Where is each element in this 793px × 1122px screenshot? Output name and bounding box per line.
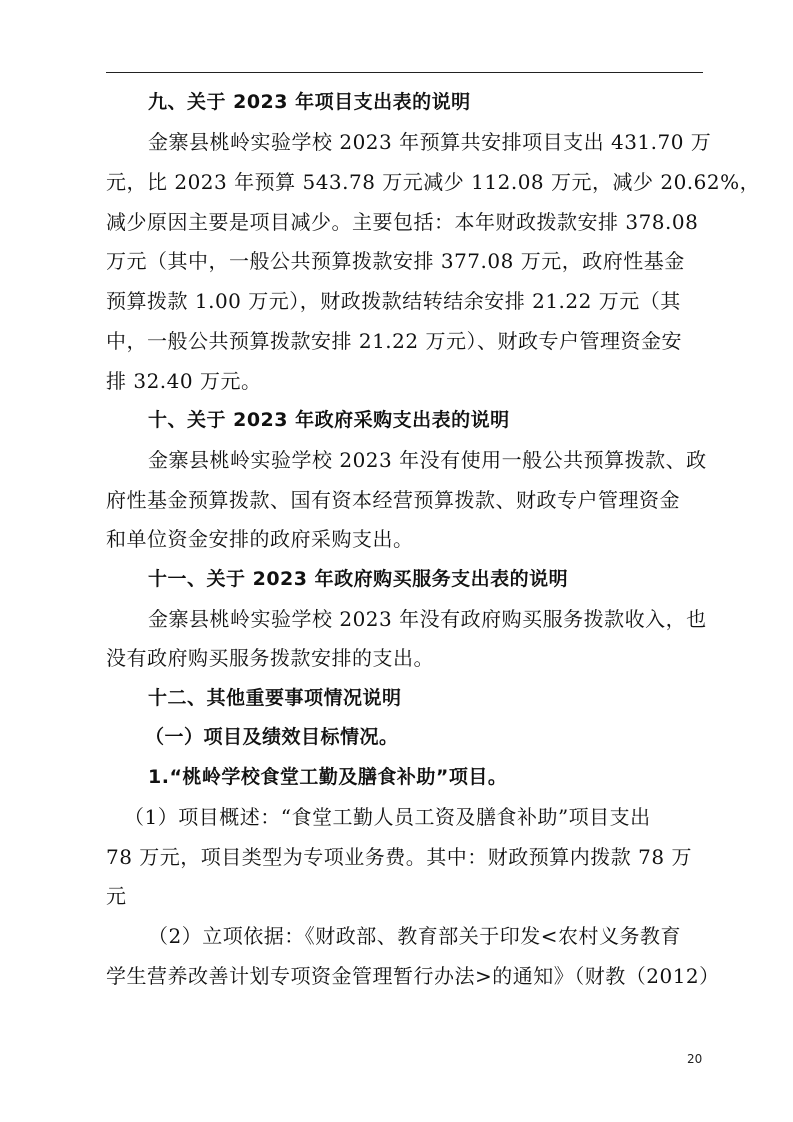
paragraph-line: 78 万元，项目类型为专项业务费。其中：财政预算内拨款 78 万 xyxy=(106,845,692,869)
paragraph-line: 万元（其中，一般公共预算拨款安排 377.08 万元，政府性基金 xyxy=(106,249,685,273)
paragraph-line: （1）项目概述：“食堂工勤人员工资及膳食补助”项目支出 xyxy=(124,805,651,829)
subsection-heading: （一）项目及绩效目标情况。 xyxy=(145,726,399,748)
section-heading-9: 九、关于 2023 年项目支出表的说明 xyxy=(148,91,471,113)
section-heading-10: 十、关于 2023 年政府采购支出表的说明 xyxy=(148,409,510,431)
paragraph-line: 学生营养改善计划专项资金管理暂行办法>的通知》（财教（2012） xyxy=(106,964,720,988)
paragraph-line: 中，一般公共预算拨款安排 21.22 万元）、财政专户管理资金安 xyxy=(106,329,682,353)
section-heading-11: 十一、关于 2023 年政府购买服务支出表的说明 xyxy=(148,568,569,590)
section-heading-12: 十二、其他重要事项情况说明 xyxy=(148,687,402,709)
paragraph-line: 金寨县桃岭实验学校 2023 年没有使用一般公共预算拨款、政 xyxy=(148,448,707,472)
item-heading: 1.“桃岭学校食堂工勤及膳食补助”项目。 xyxy=(148,766,508,788)
paragraph-line: 府性基金预算拨款、国有资本经营预算拨款、财政专户管理资金 xyxy=(106,488,680,512)
paragraph-line: 排 32.40 万元。 xyxy=(106,369,262,393)
paragraph-line: （2）立项依据：《财政部、教育部关于印发<农村义务教育 xyxy=(148,924,681,948)
paragraph-line: 金寨县桃岭实验学校 2023 年预算共安排项目支出 431.70 万 xyxy=(148,130,712,154)
paragraph-line: 金寨县桃岭实验学校 2023 年没有政府购买服务拨款收入，也 xyxy=(148,607,707,631)
paragraph-line: 预算拨款 1.00 万元），财政拨款结转结余安排 21.22 万元（其 xyxy=(106,289,681,313)
header-rule xyxy=(106,72,703,73)
paragraph-line: 元，比 2023 年预算 543.78 万元减少 112.08 万元，减少 20.62%， xyxy=(106,170,761,194)
page-number: 20 xyxy=(687,1052,703,1066)
paragraph-line: 和单位资金安排的政府采购支出。 xyxy=(106,527,414,551)
paragraph-line: 减少原因主要是项目减少。主要包括：本年财政拨款安排 378.08 xyxy=(106,210,699,234)
paragraph-line: 元 xyxy=(106,884,127,908)
paragraph-line: 没有政府购买服务拨款安排的支出。 xyxy=(106,646,434,670)
